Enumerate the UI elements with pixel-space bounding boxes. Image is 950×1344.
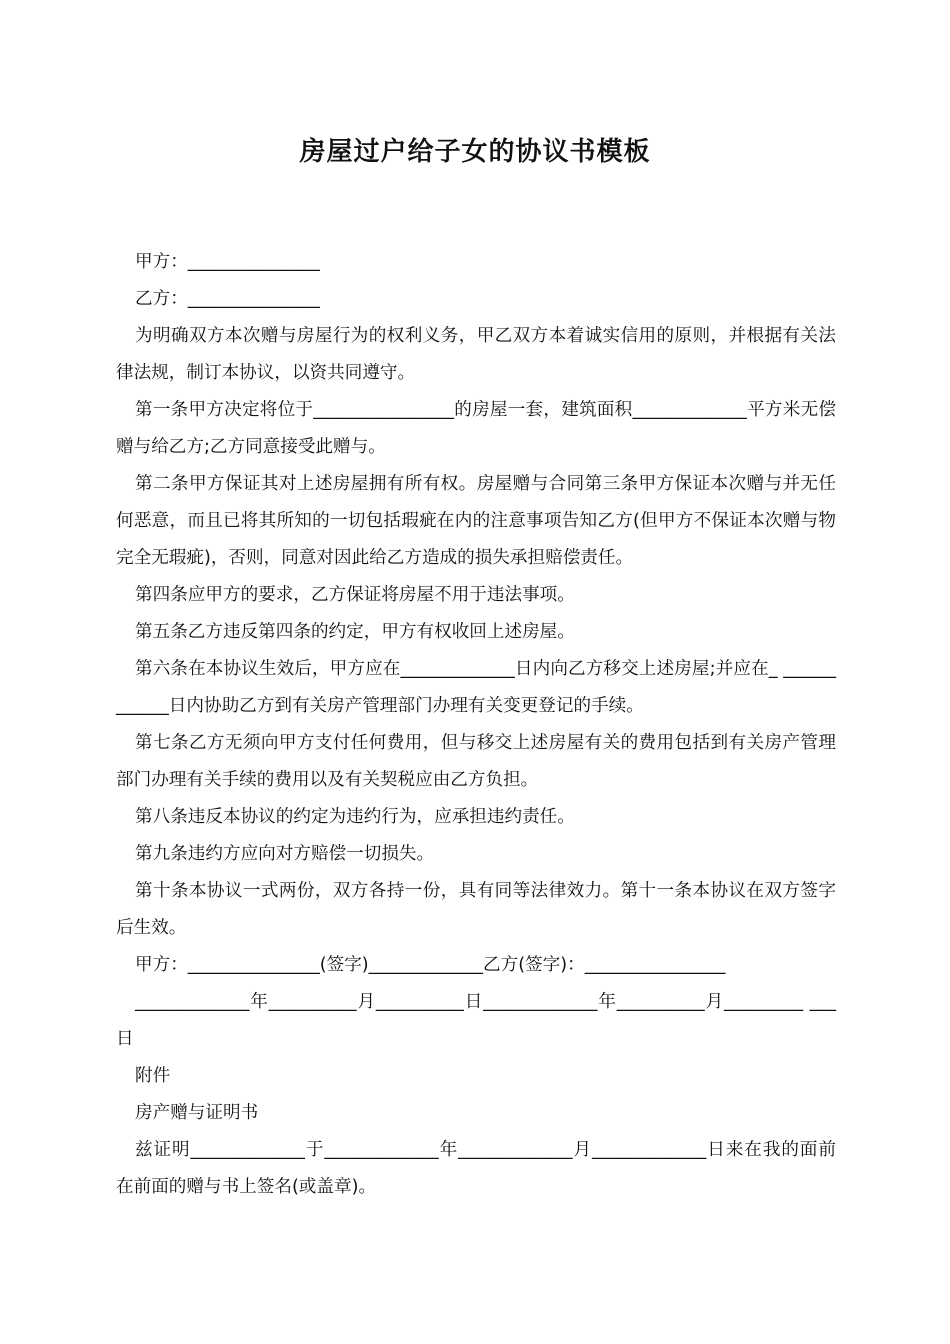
signature-line: 甲方：_______________(签字)_____________乙方(签字)：________________ (135, 955, 726, 975)
certificate-title: 房产赠与证明书 (135, 1103, 259, 1123)
article-7: 第七条乙方无须向甲方支付任何费用，但与移交上述房屋有关的费用包括到有关房产管理部门办理有关手续的费用以及有关契税应由乙方负担。 (116, 733, 836, 790)
preamble-paragraph: 为明确双方本次赠与房屋行为的权利义务，甲乙双方本着诚实信用的原则，并根据有关法律法规，制订本协议，以资共同遵守。 (116, 326, 836, 383)
certificate-text: 兹证明_____________于_____________年_____________月_____________日来在我的面前在前面的赠与书上签名(或盖章)。 (116, 1140, 836, 1197)
party-a-line: 甲方：_______________ (135, 252, 320, 272)
article-6: 第六条在本协议生效后，甲方应在_____________日内向乙方移交上述房屋;并应在_ ____________日内协助乙方到有关房产管理部门办理有关变更登记的手续。 (116, 659, 836, 716)
article-1: 第一条甲方决定将位于________________的房屋一套，建筑面积_____________平方米无偿赠与给乙方;乙方同意接受此赠与。 (116, 400, 836, 457)
attachment-label: 附件 (135, 1066, 171, 1086)
document-title: 房屋过户给子女的协议书模板 (299, 137, 651, 167)
party-b-line: 乙方：_______________ (135, 289, 320, 309)
article-5: 第五条乙方违反第四条的约定，甲方有权收回上述房屋。 (135, 622, 575, 642)
article-2-3: 第二条甲方保证其对上述房屋拥有所有权。房屋赠与合同第三条甲方保证本次赠与并无任何恶意，而且已将其所知的一切包括瑕疵在内的注意事项告知乙方(但甲方不保证本次赠与物完全无瑕疵)，否则，同意对因此给乙方造成的损失承担赔偿责任。 (116, 474, 836, 568)
article-8: 第八条违反本协议的约定为违约行为，应承担违约责任。 (135, 807, 575, 827)
article-9: 第九条违约方应向对方赔偿一切损失。 (135, 844, 435, 864)
article-4: 第四条应甲方的要求，乙方保证将房屋不用于违法事项。 (135, 585, 575, 605)
article-10-11: 第十条本协议一式两份，双方各持一份，具有同等法律效力。第十一条本协议在双方签字后生效。 (116, 881, 836, 938)
document-body (116, 244, 836, 1206)
date-line: _____________年__________月__________日_____________年__________月_________ ___日 (116, 992, 836, 1049)
